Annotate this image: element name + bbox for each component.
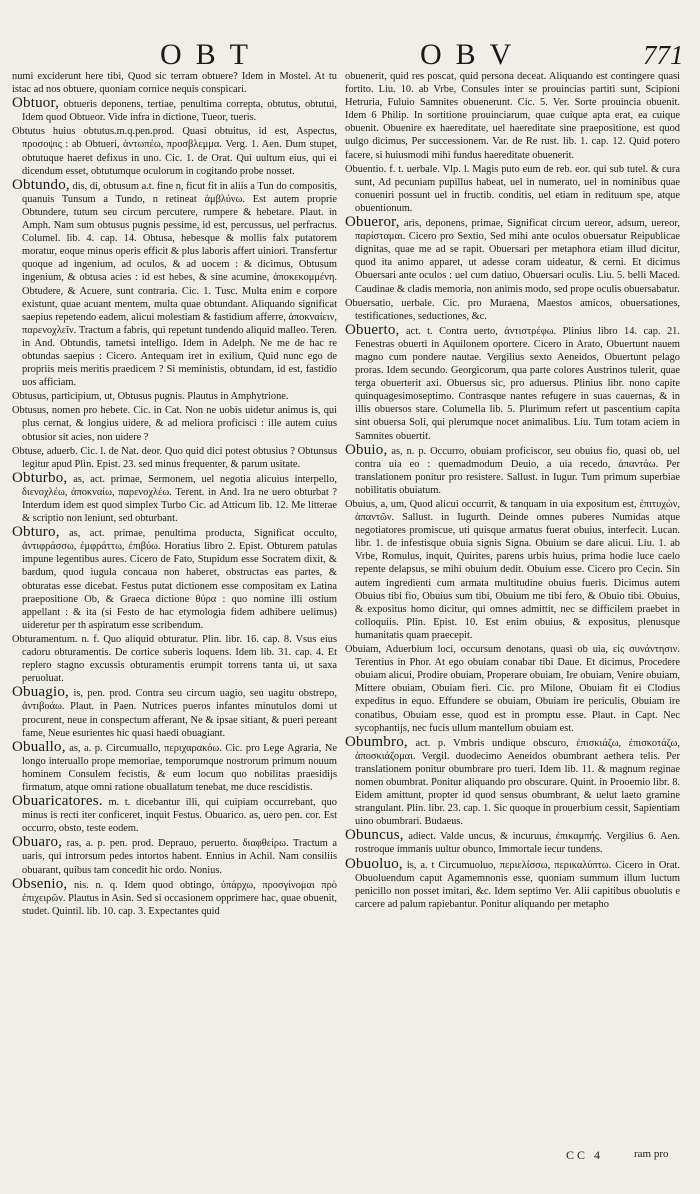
- entry-text: aris, deponens, primae, Significat circum uereor, adsum, uereor, παρίσταμαι. Cicero pro Sextio, Sed mihi ante oculos obuersatur Reipublicae dignitas, quae me ad se rapit. Obuersari per metaphora etiam illud dicitur, quod ita animo apparet, ut adesse coram uideatur, & cerni. Et dicimus Obuersari ante oculos : uel cum datiuo, Obuersari oculis. Liu. 5. belli Maced. Caudinae & cladis memoria, non animis modo, sed prope oculis obuersabatur.: [355, 218, 680, 295]
- entry-headword: Obsenio,: [12, 875, 68, 892]
- entry-headword: Obuagio,: [12, 684, 70, 701]
- entry-headword: Obtuor,: [12, 95, 60, 112]
- entry-text: as, act. primae, penultima producta, Significat occulto, ἀντιφράσσω, ἐμφράττω, ἐπιβύω. Horatius libro 2. Epist. Obturem patulas impune legentibus aures. Cicero de Fato, Stupidum esse Socratem dixit, & bardum, quod iugula concaua non haberet, obstructas eas partes, & obturatas esse dicebat. Festus putat dictionem esse compositam ex Latina praepositione Ob, & Graeca dictione θύρα : quo nomine illi ostium appellant : & ita (si Festo de hac etymologia fidem adhibere uelimus) uideretur per th aspiratum esse scribendum.: [22, 528, 337, 631]
- entry-text: Obtuse, aduerb. Cic. l. de Nat. deor. Quo quid dici potest obtusius ? Obtunsus legitur apud Plin. Epist. 23. sed minus frequenter, & parum usitate.: [12, 445, 337, 470]
- dictionary-entry: [12, 390, 337, 403]
- entry-text: Obuiam, Aduerbium loci, occursum denotans, quasi ob uia, εἰς συνάντησιν. Terentius in Phor. At ego obuiam conabar tibi Daue. Et dicimus, Procedere obuiam alicui, Prodire obuiam, Properare obuiam, Ire obuiam, Venire obuiam, Mittere obuiam, Obuiam fieri. Cic. pro Milone, Obuiam fit ei Clodius expeditus in equo. Effundere se obuiam, Obuiam ire periculis, Obuiam ire conatibus, Obuiam esse, quod est in promptu esse. Plaut. in Capt. Nec sycophantijs, nec fucis ullum mantellum obuiam est.: [345, 644, 680, 734]
- entry-text: dis, di, obtusum a.t. fine n, ficut fit in aliis a Tun do compositis, quanuis Tunsum a Tundo, n retineat ἀμβλύνω. Est autem proprie Obtundere, tutum seu circum percutere, rumpere & hebetare. Plaut. in Amph. Nam sum obtusus pugnis pessime, id est, percussus, uel perfractus. Columel. lib. 4. cap. 14. Obtusa, hebesque & mollis falx putatorem moratur, eoque minus operis efficit & plus laboris affert uiniori. Transfertur quoque ad ingenium, ad oculos, & ad uocem : & dicimus, Obtusum ingenium, & obtusa acies : id est hebes, & sine acumine, ἀποκεκομμένη. Obtudere, & Acuere, sunt contraria. Cic. 1. Tusc. Multa enim e corpore existunt, quae acuant mentem, multa quae obtundant. Aliquando significat saepius repetendo eadem, alicui molestiam & fastidium afferre, ἀποκναίειν, παρενοχλεῖν. Tractum a fabris, qui repetunt tundendo aliquid malleo. Teren. in And. Obtundis, tametsi intelligo. Idem in Adelph. Ne me de hac re obtundas saepius : Cicero. Antequam iret in exilium, Quid nunc ego de propriis meis meritis praedicem ? Si meministis, obtundam, id est, fastidio uos afficiam.: [22, 180, 337, 389]
- dictionary-entry: [345, 297, 680, 323]
- dictionary-entry: [345, 498, 680, 642]
- dictionary-entry: [12, 97, 337, 124]
- entry-text: Obuersatio, uerbale. Cic. pro Muraena, Maestos amicos, obuersationes, testificationes, seductiones, &c.: [345, 297, 680, 322]
- dictionary-entry: [12, 445, 337, 471]
- signature-mark: CC 4: [566, 1148, 604, 1162]
- entry-headword: Obturbo,: [12, 469, 68, 486]
- dictionary-entry: [345, 216, 680, 296]
- entry-text: act. p. Vmbris undique obscuro, ἐπισκιάζω, ἐπισκοτάζω, ἀποσκιάζομαι. Vergil. duodecimo Aeneidos obumbrant aethera telis. Per translationem ponitur obumbrare pro tueri. Idem lib. 11. & magnum reginae nomen obumbrat. Ponitur aliquando pro obscurare. Quint. in Prooemio libr. 8. Eidem amittunt, propter id quod sensus obumbrant, & uelut laeto gramine strangulant. Plin. libr. 23. cap. 1. Sic quoque in prouerbium cessit, Sapientiam uino obumbrari. Budaeus.: [355, 737, 680, 828]
- entry-headword: Obturo,: [12, 524, 60, 541]
- entry-text: Obuentio. f. t. uerbale. Vlp. l. Magis puto eum de reb. eor. qui sub tutel. & cura sunt, Ad pecuniam pupillus habeat, uel in numerato, uel in nominibus quae conueniri possunt uel in fructib. conditis, uel etiam in redituum spe, atque obuentionum.: [345, 163, 680, 214]
- right-column: [345, 70, 680, 912]
- dictionary-entry: [345, 643, 680, 735]
- entry-text: obtueris deponens, tertiae, penultima correpta, obtutus, obtutui, Idem quod Obtueor. Vide infra in dictione, Tueor, tueris.: [22, 99, 337, 124]
- entry-headword: Obuaro,: [12, 834, 63, 851]
- entry-headword: Obuncus,: [345, 827, 404, 844]
- entry-text: Obturamentum. n. f. Quo aliquid obturatur. Plin. libr. 16. cap. 8. Vsus eius cadoru obturamentis. De cortice suberis loquens. Idem lib. 31. cap. 4. Et replero stagno excussis obturamentis erumpit torrens tanta ui, ut saxa peruoluat.: [12, 633, 337, 685]
- dictionary-entry: [12, 70, 337, 96]
- dictionary-entry: [12, 633, 337, 685]
- dictionary-entry: [12, 469, 337, 525]
- entry-text: as, act. primae, Sermonem, uel negotia alicuius interpello, διενοχλέω, ἀποκναίω, παρενοχλέω. Terent. in And. Ira ne uero obturbat ? Interdum idem est quod simplex Turbo Cic. ad Atticum lib. 12. Me litterae & scriptio non leniunt, sed obturbant.: [22, 473, 337, 525]
- dictionary-entry: [345, 829, 680, 856]
- entry-text: act. t. Contra uerto, ἀντιστρέφω. Plinius libro 14. cap. 21. Fenestras obuerti in Aquilonem oportere. Cicero in Arato, Obuertunt nauem magno cum pondere nautae. Vergilius sexto Aeneidos, Obuertunt pelago proras. Idem secundo. Georgicorum, qua parte colores Austrinos tulerit, quae terga obuerterit axi. Obuersus sic, pro aduersus. Plinius libr. nono capite quinquagesimoseptimo. Contrasque nantes refugere in suas cauernas, & in illis obuersos stare. Columella lib. 5. Plurimum refert ut pascentium capita sint obuersa Soli, qui plerumque nocet animalibus. Liu. Tum totam aciem in Samnites obuertit.: [355, 325, 680, 442]
- entry-text: nis. n. q. Idem quod obtingo, ὑπάρχω, προσγίνομαι πρὸ ἐπιχειρῶν. Plautus in Asin. Sed si occasionem opprimere hac, quae obuenit, studet. Quintil. lib. 10. cap. 3. Expectantes quid: [22, 879, 337, 917]
- dictionary-entry: [12, 795, 337, 835]
- dictionary-entry: [345, 321, 680, 443]
- left-column: [12, 70, 337, 919]
- dictionary-entry: [345, 70, 680, 162]
- running-head-right: OBV: [420, 38, 526, 71]
- dictionary-entry: [12, 176, 337, 390]
- catchword: ram pro: [634, 1148, 669, 1160]
- entry-text: is, pen. prod. Contra seu circum uagio, seu uagitu obstrepo, ἀντιβοάω. Plaut. in Paen. Nutrices pueros infantes minutulos domi ut procurent, neue in conspectum afferant, Ne & ipsae sitiant, & pueri pereant fame, Neue esurientes hic quasi haedi obuagiant.: [22, 688, 337, 739]
- entry-text: obuenerit, quid res poscat, quid persona deceat. Aliquando est contingere quasi fortito. Liu. 10. ab Vrbe, Consules inter se prouincias partiti sunt, Scipioni Hetruria, Fuluio Samnites obuenerunt. Cic. 5. Ver. Sorte prouincia obuenit. Idem 6 Philip. In sortitione prouinciarum, quae cuique apta erat, ea cuique obuenit. Obuenire ex haereditate, uel haereditate sine praepositione, est quod uulgo dicimus, Per successionem. Var. de Re rust. lib. 1. cap. 12. Quid potero facere, si huiusmodi mihi fundus haereditate obuenerit.: [345, 71, 680, 161]
- entry-headword: Obuoluo,: [345, 855, 403, 872]
- running-head-left: OBT: [160, 38, 262, 71]
- page-number: 771: [643, 40, 684, 70]
- entry-text: m. t. dicebantur illi, qui cuipiam occurrebant, quo minus is recti iter conficeret, inquit Festus. Obuarico. as, uero pen. cor. Est occurro, obsto, teste eodem.: [22, 797, 337, 835]
- entry-headword: Obuallo,: [12, 738, 66, 755]
- entry-text: adiect. Valde uncus, & incuruus, ἐπικαμπής. Vergilius 6. Aen. rostroque immanis uultur obunco, Immortale iecur tundens.: [355, 831, 680, 856]
- entry-text: numi exciderunt here tibi, Quod sic terram obtuere? Idem in Mostel. At tu istac ad nos obtuere, quoniam cornice nequis conspicari.: [12, 71, 337, 96]
- dictionary-entry: [12, 875, 337, 918]
- entry-headword: Obuerto,: [345, 321, 400, 338]
- entry-headword: Obueror,: [345, 214, 400, 231]
- entry-headword: Obuaricatores.: [12, 793, 103, 810]
- dictionary-entry: [12, 686, 337, 739]
- entry-text: ras, a. p. pen. prod. Deprauo, peruerto. διαφθείρω. Tractum a uaris, qui introrsum pedes intortos habent. Ennius in Achil. Nam consiliis obuarant, quibus tam concedit hic ordo. Nonius.: [22, 838, 337, 876]
- dictionary-entry: [12, 836, 337, 876]
- dictionary-entry: [345, 163, 680, 215]
- dictionary-entry: [12, 404, 337, 443]
- entry-text: as, n. p. Occurro, obuiam proficiscor, seu obuius fio, quasi ob, uel contra uia eo : quemadmodum Deuio, a uia recedo, ἀπαντάω. Per translationem ponitur pro resistere. Sallust. in Iugur. Tum primum superbiae nobilitatis obuiatum.: [355, 445, 680, 496]
- entry-text: Obtusus, nomen pro hebete. Cic. in Cat. Non ne uobis uidetur animus is, qui plus cernat, & longius uidere, & ad meliora proficisci : ille autem cuius obtusior sit acies, non uidere ?: [12, 405, 337, 443]
- dictionary-entry: [12, 125, 337, 177]
- entry-text: Obtusus, participium, ut, Obtusus pugnis. Plautus in Amphytrione.: [12, 391, 289, 403]
- entry-text: is, a. t Circumuoluo, περιελίσσω, περικαλύπτω. Cicero in Orat. Obuoluendum caput Agamemnonis esse, quoniam summum illum luctum penicillo non posset imitari, &c. Idem septimo Ver. Alii capitibus obuolutis e carcere ad palum rapiebantur. Ponitur aliquando per metapho: [355, 859, 680, 910]
- entry-headword: Obuio,: [345, 441, 388, 458]
- page-footer: [0, 1148, 700, 1168]
- entry-headword: Obumbro,: [345, 733, 408, 750]
- page-header: [0, 28, 700, 71]
- entry-text: Obtutus huius obtutus.m.q.pen.prod. Quasi obtuitus, id est, Aspectus, προσοψις : ab Obtueri, ἀντωπέω, προσβλεμμα. Verg. 1. Aen. Dum stupet, obtutuque haeret defixus in uno. Cic. 1. de Orat. Qui uultum eius, qui ei dicendum esset, obtutumque oculorum in cogitando probe nosset.: [12, 126, 337, 177]
- dictionary-entry: [12, 738, 337, 794]
- dictionary-entry: [12, 526, 337, 632]
- entry-text: Obuius, a, um, Quod alicui occurrit, & tanquam in uia expositum est, ἐπιτυχὼν, ἀπαντῶν. Sallust. in Iugurth. Deinde omnes puberes Numidas atque negotiatores promiscue, uti quisque armatus fuerat obuius, interfecit. Lucan. libr. 1. de infestisque obuia signis Signa. Obuium se dare alicui. Liu. 1. ab Vrbe, Romulus, inquit, Quirites, parens urbis huius, prima hodie luce caelo repente delapsus, se mihi obuium dedit. Obuium esse. Cicero pro Cecin. Sin autem ingredienti cum armata multitudine obuius fueris. Dicimus autem Obuius tibi fio, Obuius sum tibi, Obuium me tibi fero, & Obuio tibi. Obuius, & expositus homo dicitur, qui omnes admittit, nec se difficilem praebet in colloquiis. Plin. Epist. 10. Est enim obuius, & expositus, plenusque humanitatis quam praecepit.: [345, 499, 680, 641]
- entry-headword: Obtundo,: [12, 176, 70, 193]
- dictionary-entry: [345, 441, 680, 497]
- dictionary-entry: [345, 855, 680, 911]
- dictionary-entry: [345, 733, 680, 829]
- entry-text: as, a. p. Circumuallo, περιχαρακόω. Cic. pro Lege Agraria, Ne longo interuallo prope memoriae, temporumque nostrorum primum nouum hominem Consulem fecistis, & eum locum quo nobilitas praesidijs firmatum, atque omni ratione obuallatum tenebat, me duce rescidistis.: [22, 742, 337, 793]
